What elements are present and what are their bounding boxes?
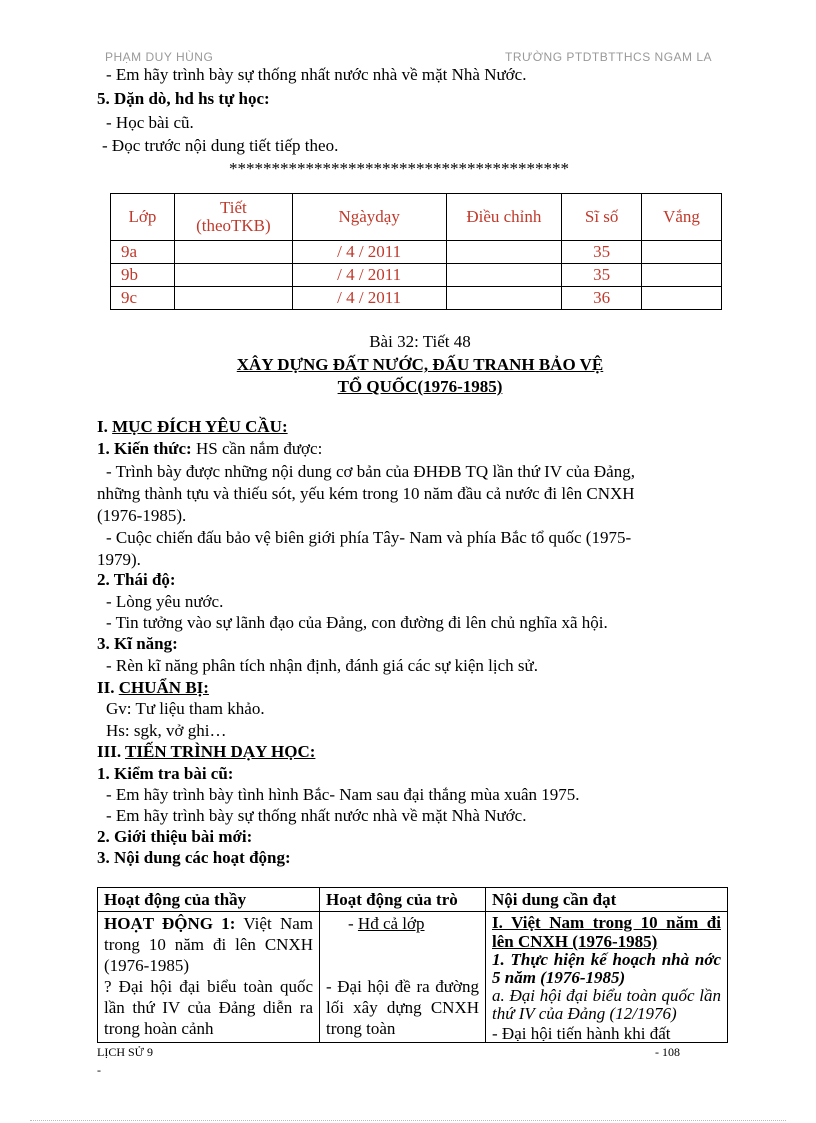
student-prep: Hs: sgk, vở ghi… [106,721,227,740]
review-heading: 1. Kiểm tra bài cũ: [97,764,234,783]
student-answer: - Đại hội đề ra đường lối xây dựng CNXH trong toàn [326,977,479,1038]
schedule-row [111,287,722,310]
period-cell [174,264,292,287]
schedule-row [111,264,722,287]
attitude-text: - Lòng yêu nước. [106,592,224,611]
section-1-heading: I. MỤC ĐÍCH YÊU CẦU: [97,417,288,436]
attitude-text: - Tin tưởng vào sự lãnh đạo của Đảng, con đường đi lên chủ nghĩa xã hội. [106,613,608,632]
activity-header: Hoạt động của trò [320,888,486,912]
separator-stars: **************************************** [229,159,569,178]
period-cell [174,241,292,264]
section-5-heading: 5. Dặn dò, hd hs tự học: [97,89,270,108]
schedule-header: Sĩ số [562,194,642,241]
lesson-title: XÂY DỰNG ĐẤT NƯỚC, ĐẤU TRANH BẢO VỆ [236,355,604,374]
activities-heading: 3. Nội dung các hoạt động: [97,848,291,867]
schedule-header: Ngàydạy [292,194,446,241]
page-number: - 108 [655,1045,680,1059]
footer-subject: LỊCH SỬ 9 [97,1045,153,1059]
student-activity-cell: - Hđ cả lớp - Đại hội đề ra đường lối xây dựng CNXH trong toàn [320,912,486,1043]
review-text: - Em hãy trình bày tình hình Bắc- Nam sau đại thắng mùa xuân 1975. [106,785,580,804]
absent-cell [642,241,722,264]
homework-item: - Đọc trước nội dung tiết tiếp theo. [102,136,339,155]
schedule-header-row [111,194,722,241]
period-cell [174,287,292,310]
schedule-header: Lớp [111,194,175,241]
attitude-heading: 2. Thái độ: [97,570,176,589]
schedule-header: Vắng [642,194,722,241]
review-text: - Em hãy trình bày sự thống nhất nước nhà về mặt Nhà Nước. [106,806,527,825]
knowledge-text: - Cuộc chiến đấu bảo vệ biên giới phía Tây- Nam và phía Bắc tổ quốc (1975- [106,528,632,547]
absent-cell [642,264,722,287]
knowledge-text: 1979). [97,550,141,569]
knowledge-text: những thành tựu và thiếu sót, yếu kém trong 10 năm đầu cả nước đi lên CNXH [97,484,635,503]
count-cell: 35 [562,241,642,264]
activity-label: HOẠT ĐỘNG 1: [104,914,236,933]
homework-item: - Học bài cũ. [106,113,194,132]
review-question: - Em hãy trình bày sự thống nhất nước nhà về mặt Nhà Nước. [106,65,527,84]
intro-heading: 2. Giới thiệu bài mới: [97,827,253,846]
class-cell: 9b [111,264,175,287]
header-author: PHẠM DUY HÙNG [105,50,214,64]
activity-header: Hoạt động của thầy [98,888,320,912]
date-cell: / 4 / 2011 [292,264,446,287]
content-text: - Đại hội tiến hành khi đất [492,1024,671,1041]
schedule-header: Điều chỉnh [446,194,562,241]
content-subsection: a. Đại hội đại biểu toàn quốc lần thứ IV của Đảng (12/1976) [492,986,721,1023]
content-cell [486,912,728,1043]
adjust-cell [446,241,562,264]
section-3-heading: III. TIẾN TRÌNH DẠY HỌC: [97,742,316,761]
knowledge-text: - Trình bày được những nội dung cơ bản của ĐHĐB TQ lần thứ IV của Đảng, [106,462,635,481]
knowledge-heading: 1. Kiến thức: HS cần nắm được: [97,439,323,458]
schedule-header: Tiết (theoTKB) [174,194,292,241]
adjust-cell [446,287,562,310]
skill-text: - Rèn kĩ năng phân tích nhận định, đánh giá các sự kiện lịch sử. [106,656,538,675]
activity-header: Nội dung cần đạt [486,888,728,912]
date-cell: / 4 / 2011 [292,241,446,264]
activity-header-row [98,888,728,912]
content-title: I. Việt Nam trong 10 năm đi lên CNXH (1976-1985) [492,913,721,951]
knowledge-text: (1976-1985). [97,506,187,525]
activity-title: Việt Nam trong 10 năm đi lên CNXH (1976-1985) [104,914,313,975]
activity-table [97,887,728,1043]
adjust-cell [446,264,562,287]
count-cell: 36 [562,287,642,310]
header-school: TRƯỜNG PTDTBTTHCS NGAM LA [505,50,713,64]
date-cell: / 4 / 2011 [292,287,446,310]
content-subtitle: 1. Thực hiện kế hoạch nhà nớc 5 năm (1976-1985) [492,950,721,987]
count-cell: 35 [562,264,642,287]
section-2-heading: II. CHUẨN BỊ: [97,678,209,697]
teacher-prep: Gv: Tư liệu tham khảo. [106,699,265,718]
schedule-row [111,241,722,264]
class-cell: 9c [111,287,175,310]
teacher-question: ? Đại hội đại biểu toàn quốc lần thứ IV của Đảng diễn ra trong hoàn cảnh [104,977,313,1038]
schedule-table [110,193,722,310]
lesson-title-line2: TỔ QUỐC(1976-1985) [337,377,503,396]
page-divider [30,1120,786,1121]
class-cell: 9a [111,241,175,264]
absent-cell [642,287,722,310]
lesson-number: Bài 32: Tiết 48 [369,332,471,351]
skill-heading: 3. Kĩ năng: [97,634,178,653]
teacher-activity-cell [98,912,320,1043]
activity-row [98,912,728,1043]
group-work: Hđ cả lớp [357,914,425,933]
footer-dash: - [97,1063,101,1077]
